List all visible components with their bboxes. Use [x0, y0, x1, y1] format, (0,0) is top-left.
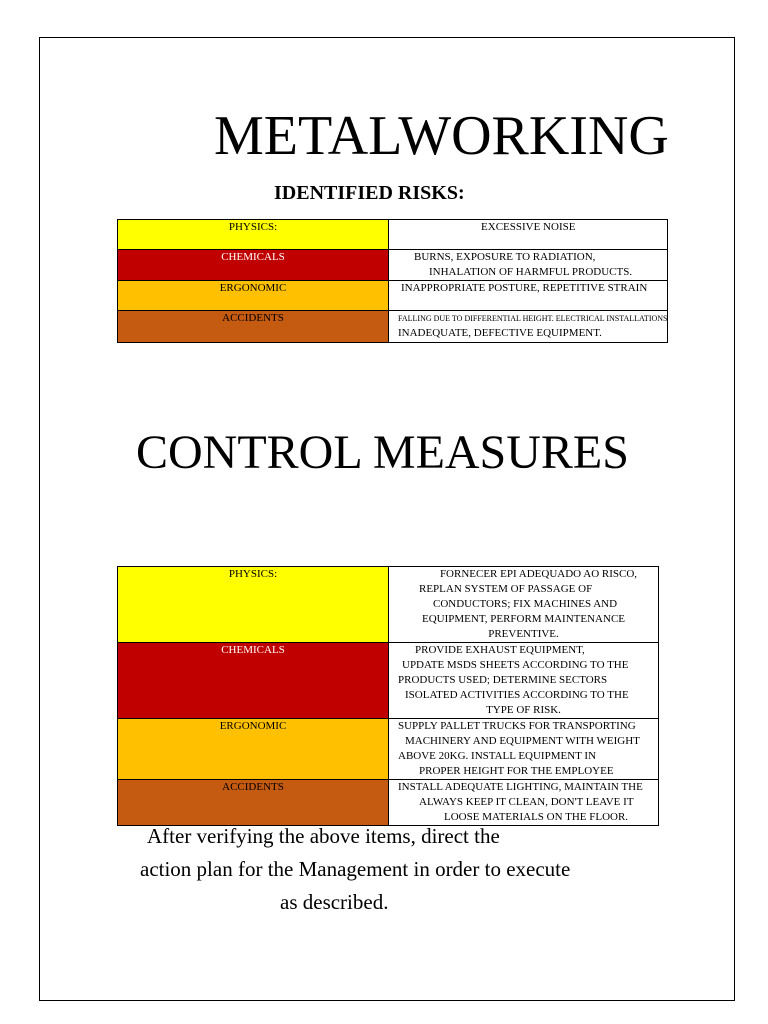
measure-description-line: PRODUCTS USED; DETERMINE SECTORS — [398, 674, 608, 686]
table-row — [118, 719, 659, 780]
risk-description-accidents — [389, 311, 668, 343]
measure-description-line: LOOSE MATERIALS ON THE FLOOR. — [444, 811, 629, 823]
measure-description-line: SUPPLY PALLET TRUCKS FOR TRANSPORTING — [398, 720, 636, 732]
risk-description-chemicals — [389, 250, 668, 281]
measure-description-chemicals — [389, 643, 659, 719]
measure-description-line: ABOVE 20KG. INSTALL EQUIPMENT IN — [398, 750, 597, 762]
table-row — [118, 250, 668, 281]
risk-category-accidents: ACCIDENTS — [118, 311, 389, 343]
closing-line: action plan for the Management in order to execute — [140, 857, 571, 881]
measure-description-physics — [389, 567, 659, 643]
measure-description-line: FORNECER EPI ADEQUADO AO RISCO, — [439, 568, 638, 580]
measure-description-line: INSTALL ADEQUATE LIGHTING, MAINTAIN THE — [398, 781, 643, 793]
measure-description-line: ALWAYS KEEP IT CLEAN, DON'T LEAVE IT — [419, 796, 634, 808]
measure-description-line: PROVIDE EXHAUST EQUIPMENT, — [415, 644, 585, 656]
measure-description-line: TYPE OF RISK. — [486, 704, 561, 716]
risk-description-line: EXCESSIVE NOISE — [481, 221, 576, 233]
table-row — [118, 643, 659, 719]
risk-description-line: INADEQUATE, DEFECTIVE EQUIPMENT. — [398, 327, 602, 339]
closing-line: as described. — [280, 890, 389, 914]
measure-description-line: MACHINERY AND EQUIPMENT WITH WEIGHT — [405, 735, 640, 747]
table-row — [118, 311, 668, 343]
measure-description-line: ISOLATED ACTIVITIES ACCORDING TO THE — [405, 689, 629, 701]
risk-description-line: BURNS, EXPOSURE TO RADIATION, — [414, 251, 596, 263]
control-measures-table — [117, 566, 659, 826]
risk-category-chemicals: CHEMICALS — [118, 250, 389, 281]
measure-description-line: PREVENTIVE. — [488, 628, 559, 640]
measure-description-line: PROPER HEIGHT FOR THE EMPLOYEE — [419, 765, 614, 777]
measure-category-accidents: ACCIDENTS — [118, 780, 389, 826]
measure-description-ergonomic — [389, 719, 659, 780]
page-title: METALWORKING — [214, 105, 669, 167]
risk-description-line: INAPPROPRIATE POSTURE, REPETITIVE STRAIN — [401, 282, 648, 294]
closing-line: After verifying the above items, direct the — [147, 824, 500, 848]
risk-category-physics: PHYSICS: — [118, 220, 389, 250]
table-row — [118, 281, 668, 311]
measure-description-line: EQUIPMENT, PERFORM MAINTENANCE — [422, 613, 625, 625]
table-row — [118, 220, 668, 250]
measure-description-accidents — [389, 780, 659, 826]
measure-category-ergonomic: ERGONOMIC — [118, 719, 389, 780]
identified-risks-heading: IDENTIFIED RISKS: — [274, 182, 465, 204]
table-row — [118, 567, 659, 643]
measure-category-chemicals: CHEMICALS — [118, 643, 389, 719]
measure-category-physics: PHYSICS: — [118, 567, 389, 643]
risk-description-line: INHALATION OF HARMFUL PRODUCTS. — [429, 266, 633, 278]
risk-category-ergonomic: ERGONOMIC — [118, 281, 389, 311]
measure-description-line: REPLAN SYSTEM OF PASSAGE OF — [419, 583, 593, 595]
measure-description-line: CONDUCTORS; FIX MACHINES AND — [433, 598, 618, 610]
table-row — [118, 780, 659, 826]
identified-risks-table — [117, 219, 668, 343]
risk-description-ergonomic — [389, 281, 668, 311]
risk-description-line: FALLING DUE TO DIFFERENTIAL HEIGHT. ELECTRICAL INSTALLATIONS — [398, 314, 668, 323]
risk-description-physics — [389, 220, 668, 250]
control-measures-heading: CONTROL MEASURES — [136, 426, 629, 479]
closing-paragraph — [140, 820, 640, 919]
measure-description-line: UPDATE MSDS SHEETS ACCORDING TO THE — [402, 659, 629, 671]
